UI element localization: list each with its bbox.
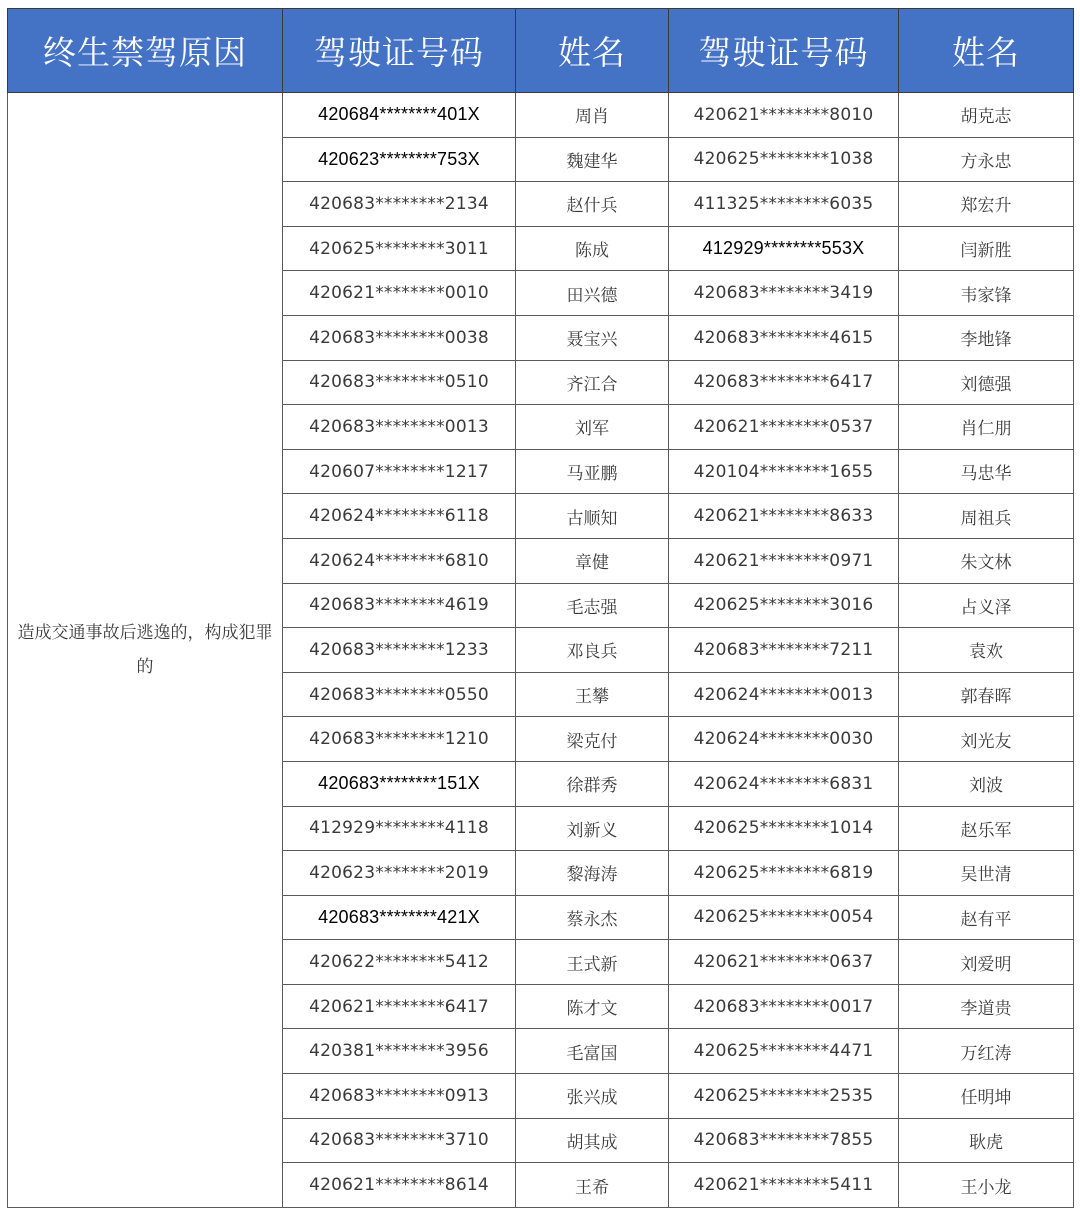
name-cell: 邓良兵	[516, 628, 669, 673]
license-number-cell: 420683********0013	[283, 405, 516, 450]
license-number-cell: 412929********4118	[283, 806, 516, 851]
license-number-cell: 420683********2134	[283, 182, 516, 227]
license-number-cell: 420683********0510	[283, 360, 516, 405]
license-number-cell: 420621********8614	[283, 1163, 516, 1208]
name-cell: 徐群秀	[516, 761, 669, 806]
name-cell: 蔡永杰	[516, 895, 669, 940]
license-number-cell: 420625********6819	[669, 851, 899, 896]
name-cell: 周祖兵	[899, 494, 1074, 539]
license-number-cell: 412929********553X	[669, 226, 899, 271]
license-number-cell: 420625********3016	[669, 583, 899, 628]
name-cell: 赵什兵	[516, 182, 669, 227]
name-cell: 陈才文	[516, 984, 669, 1029]
name-cell: 郑宏升	[899, 182, 1074, 227]
license-number-cell: 420621********6417	[283, 984, 516, 1029]
license-number-cell: 420683********0913	[283, 1074, 516, 1119]
name-cell: 马亚鹏	[516, 449, 669, 494]
license-number-cell: 420621********8633	[669, 494, 899, 539]
name-cell: 胡其成	[516, 1118, 669, 1163]
name-cell: 刘波	[899, 761, 1074, 806]
name-cell: 朱文林	[899, 538, 1074, 583]
license-number-cell: 420621********0010	[283, 271, 516, 316]
name-cell: 胡克志	[899, 93, 1074, 138]
name-cell: 毛志强	[516, 583, 669, 628]
driver-ban-table	[7, 8, 1074, 1208]
name-cell: 魏建华	[516, 137, 669, 182]
name-cell: 毛富国	[516, 1029, 669, 1074]
name-cell: 黎海涛	[516, 851, 669, 896]
license-number-cell: 420381********3956	[283, 1029, 516, 1074]
license-number-cell: 420683********6417	[669, 360, 899, 405]
name-cell: 耿虎	[899, 1118, 1074, 1163]
license-number-cell: 420104********1655	[669, 449, 899, 494]
name-cell: 万红涛	[899, 1029, 1074, 1074]
license-number-cell: 420624********0030	[669, 717, 899, 762]
license-number-cell: 420683********4615	[669, 315, 899, 360]
name-cell: 古顺知	[516, 494, 669, 539]
name-cell: 王小龙	[899, 1163, 1074, 1208]
ban-reason-cell: 造成交通事故后逃逸的，构成犯罪的	[8, 93, 283, 1208]
header-row	[8, 9, 1074, 93]
name-cell: 刘爱明	[899, 940, 1074, 985]
license-number-cell: 420621********0971	[669, 538, 899, 583]
license-number-cell: 420621********5411	[669, 1163, 899, 1208]
name-cell: 马忠华	[899, 449, 1074, 494]
name-cell: 方永忠	[899, 137, 1074, 182]
name-cell: 郭春晖	[899, 672, 1074, 717]
license-number-cell: 420625********1014	[669, 806, 899, 851]
name-cell: 刘新义	[516, 806, 669, 851]
license-number-cell: 420625********1038	[669, 137, 899, 182]
license-number-cell: 420683********3710	[283, 1118, 516, 1163]
license-number-cell: 420683********4619	[283, 583, 516, 628]
name-cell: 聂宝兴	[516, 315, 669, 360]
name-cell: 李道贵	[899, 984, 1074, 1029]
license-number-cell: 420624********6810	[283, 538, 516, 583]
header-name-1: 姓名	[516, 9, 669, 93]
name-cell: 赵乐军	[899, 806, 1074, 851]
license-number-cell: 420683********151X	[283, 761, 516, 806]
name-cell: 田兴德	[516, 271, 669, 316]
license-number-cell: 420684********401X	[283, 93, 516, 138]
license-number-cell: 420683********421X	[283, 895, 516, 940]
name-cell: 吴世清	[899, 851, 1074, 896]
license-number-cell: 420621********0537	[669, 405, 899, 450]
name-cell: 刘军	[516, 405, 669, 450]
license-number-cell: 420624********0013	[669, 672, 899, 717]
license-number-cell: 420625********3011	[283, 226, 516, 271]
license-number-cell: 420624********6118	[283, 494, 516, 539]
license-number-cell: 420683********1210	[283, 717, 516, 762]
table-row	[8, 93, 1074, 138]
license-number-cell: 420623********2019	[283, 851, 516, 896]
license-number-cell: 411325********6035	[669, 182, 899, 227]
name-cell: 王攀	[516, 672, 669, 717]
name-cell: 袁欢	[899, 628, 1074, 673]
name-cell: 陈成	[516, 226, 669, 271]
name-cell: 肖仁朋	[899, 405, 1074, 450]
name-cell: 周肖	[516, 93, 669, 138]
table-body	[8, 93, 1074, 1208]
name-cell: 王希	[516, 1163, 669, 1208]
license-number-cell: 420625********0054	[669, 895, 899, 940]
license-number-cell: 420623********753X	[283, 137, 516, 182]
header-license-number-1: 驾驶证号码	[283, 9, 516, 93]
name-cell: 章健	[516, 538, 669, 583]
license-number-cell: 420683********3419	[669, 271, 899, 316]
name-cell: 梁克付	[516, 717, 669, 762]
name-cell: 赵有平	[899, 895, 1074, 940]
license-number-cell: 420625********2535	[669, 1074, 899, 1119]
name-cell: 刘德强	[899, 360, 1074, 405]
name-cell: 韦家锋	[899, 271, 1074, 316]
name-cell: 王式新	[516, 940, 669, 985]
name-cell: 李地锋	[899, 315, 1074, 360]
header-name-2: 姓名	[899, 9, 1074, 93]
license-number-cell: 420683********7855	[669, 1118, 899, 1163]
name-cell: 张兴成	[516, 1074, 669, 1119]
license-number-cell: 420683********0550	[283, 672, 516, 717]
name-cell: 刘光友	[899, 717, 1074, 762]
license-number-cell: 420683********1233	[283, 628, 516, 673]
license-number-cell: 420621********0637	[669, 940, 899, 985]
license-number-cell: 420683********0017	[669, 984, 899, 1029]
name-cell: 占义泽	[899, 583, 1074, 628]
license-number-cell: 420622********5412	[283, 940, 516, 985]
header-license-number-2: 驾驶证号码	[669, 9, 899, 93]
license-number-cell: 420621********8010	[669, 93, 899, 138]
license-number-cell: 420683********0038	[283, 315, 516, 360]
name-cell: 任明坤	[899, 1074, 1074, 1119]
license-number-cell: 420607********1217	[283, 449, 516, 494]
license-number-cell: 420624********6831	[669, 761, 899, 806]
header-reason: 终生禁驾原因	[8, 9, 283, 93]
name-cell: 齐江合	[516, 360, 669, 405]
license-number-cell: 420683********7211	[669, 628, 899, 673]
name-cell: 闫新胜	[899, 226, 1074, 271]
license-number-cell: 420625********4471	[669, 1029, 899, 1074]
